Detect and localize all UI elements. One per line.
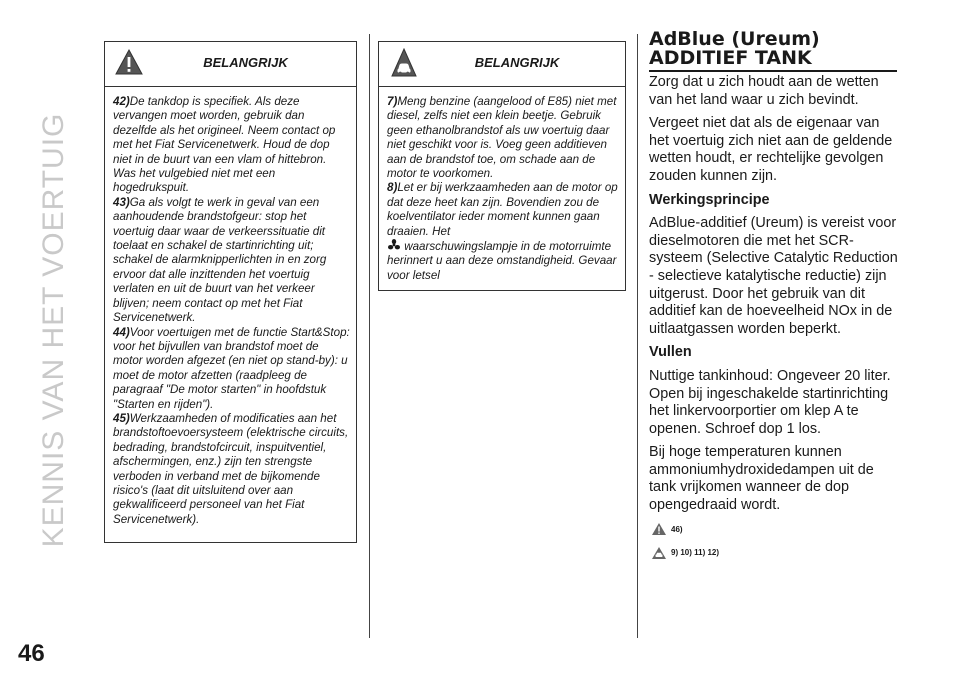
note-number: 8)	[387, 181, 398, 195]
note-number: 7)	[387, 95, 398, 108]
warning-note	[387, 181, 619, 283]
note-text: Ga als volgt te werk in geval van een aanhoudende brandstofgeur: stop het voertuig daar waar de verkeerssituatie dit toelaat en schakel de startinrichting uit; schakel de alarmknipperlichten in en zorg ervoor dat alle inzittenden het voertuig verlaten en uit de buurt van het verkeer blijven; neem contact op met het Fiat Servicenetwerk.	[113, 195, 327, 325]
warning-reference	[651, 544, 901, 562]
warning-box-body	[105, 87, 356, 535]
engine-fan-icon	[387, 239, 401, 251]
note-number: 44)	[113, 325, 130, 339]
note-text: De tankdop is specifiek. Als deze vervangen moet worden, gebruik dan dezelfde als het origineel. Neem contact op met het Fiat Servicenetwerk. Houd de dop niet in de buurt van een vlam of hittebron. Was het vulgebied niet met een hogedrukspuit.	[113, 95, 336, 195]
warning-box-header	[105, 42, 356, 87]
warning-triangle-icon	[651, 522, 667, 536]
note-text: Voor voertuigen met de functie Start&Stop: voor het bijvullen van brandstof moet de motor worden afgezet (en niet op stand-by): u moet de motor afzetten (raadpleeg de paragraaf "De motor starten" in hoofdstuk "Starten en rijden").	[113, 325, 350, 411]
warning-note	[113, 196, 350, 326]
column-divider	[369, 34, 370, 638]
note-number: 42)	[113, 95, 130, 108]
body-paragraph: Bij hoge temperaturen kunnen ammoniumhydroxidedampen uit de tank vrijkomen wanneer de dop opengedraaid wordt.	[649, 444, 874, 514]
warning-reference	[651, 521, 901, 539]
note-number: 45)	[113, 411, 130, 425]
note-text: Let er bij werkzaamheden aan de motor op dat deze heet kan zijn. Bovendien zou de koelventilator ieder moment kunnen gaan draaien. Het	[387, 181, 618, 238]
car-damage-icon	[651, 546, 667, 560]
reference-number: 46)	[671, 524, 683, 534]
note-number: 43)	[113, 195, 130, 209]
note-text: Werkzaamheden of modificaties aan het brandstoftoevoersysteem (elektrische circuits, bedrading, brandstofcircuit, inspuitventiel, afschermingen, enz.) zijn ten strengste verboden in verband met de bijkomende risico's (laat dit uitsluitend over aan gekwalificeerd personeel van het Fiat Servicenetwerk).	[113, 411, 349, 526]
warning-box-middle	[378, 41, 626, 291]
warning-box-left	[104, 41, 357, 543]
subheading: Vullen	[649, 344, 692, 361]
section-title-underline	[649, 70, 897, 72]
reference-number: 9) 10) 11) 12)	[671, 548, 720, 558]
warning-box-header	[379, 42, 625, 87]
column-divider	[637, 34, 638, 638]
note-text: waarschuwingslampje in de motorruimte herinnert u aan deze omstandigheid. Gevaar voor letsel	[387, 240, 617, 282]
section-body	[649, 74, 901, 562]
body-paragraph: AdBlue-additief (Ureum) is vereist voor dieselmotoren die met het SCR-systeem (Selective Catalytic Reduction - selectieve katalytische reductie) zijn uitgerust. Door het gebruik van dit additief kan de hoeveelheid NOx in de uitlaatgassen worden beperkt.	[649, 215, 898, 337]
warning-box-body	[379, 87, 625, 291]
warning-note	[113, 95, 350, 196]
section-title-line: AdBlue (Ureum)	[649, 28, 820, 50]
body-paragraph: Nuttige tankinhoud: Ongeveer 20 liter. Open bij ingeschakelde startinrichting het linkervoorportier om klep A te openen. Schroef dop 1 los.	[649, 367, 891, 437]
body-paragraph: Vergeet niet dat als de eigenaar van het voertuig zich niet aan de geldende wetten houdt, er rechtelijke gevolgen zouden kunnen zijn.	[649, 115, 893, 184]
warning-box-title: BELANGRIJK	[474, 55, 560, 70]
warning-note	[387, 95, 619, 181]
section-title	[649, 30, 897, 68]
page-number: 46	[18, 640, 45, 667]
chapter-side-title: KENNIS VAN HET VOERTUIG	[37, 112, 70, 548]
subheading: Werkingsprincipe	[649, 191, 770, 208]
warning-note	[113, 326, 350, 412]
section-title-line: ADDITIEF TANK	[649, 47, 812, 69]
warning-box-title: BELANGRIJK	[203, 55, 288, 70]
body-paragraph: Zorg dat u zich houdt aan de wetten van het land waar u zich bevindt.	[649, 74, 879, 108]
note-text: Meng benzine (aangelood of E85) niet met diesel, zelfs niet een klein beetje. Gebruik geen ethanolbrandstof als uw voertuig daar niet geschikt voor is. Voeg geen additieven aan de brandstof toe, om schade aan de motor te voorkomen.	[387, 95, 617, 181]
warning-note	[113, 412, 350, 527]
